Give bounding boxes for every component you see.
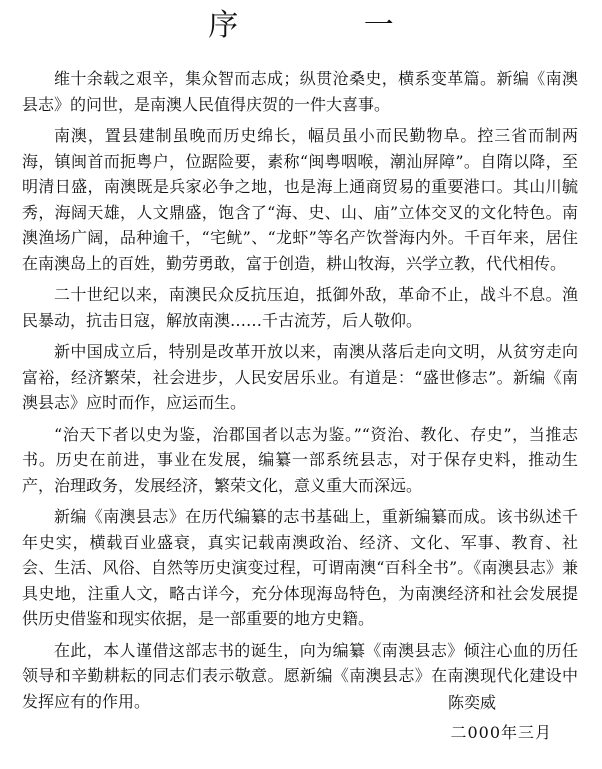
paragraph-2: 南澳，置县建制虽晚而历史绵长，幅员虽小而民勤物阜。控三省而制两海，镇闽首而扼粤户，位踞险要，素称“闽粤咽喉，潮汕屏障”。自隋以降，至明清日盛，南澳既是兵家必争之地，也是海上通商贸易的重要港口。其山川毓秀，海阔天雄，人文鼎盛，饱含了“海、史、山、庙”立体交叉的文化特色。南澳渔场广阔，品种逾千，“宅鱿”、“龙虾”等名产饮誉海内外。千百年来，居住在南澳岛上的百姓，勤劳勇敢，富于创造，耕山牧海，兴学立教，代代相传。 bbox=[22, 126, 578, 273]
paragraph-4: 新中国成立后，特别是改革开放以来，南澳从落后走向文明，从贫穷走向富裕，经济繁荣，社会进步，人民安居乐业。有道是：“盛世修志”。新编《南澳县志》应时而作，应运而生。 bbox=[22, 342, 578, 412]
paragraph-7: 在此，本人谨借这部志书的诞生，向为编纂《南澳县志》倾注心血的历任领导和辛勤耕耘的同志们表示敬意。愿新编《南澳县志》在南澳现代化建设中发挥应有的作用。 bbox=[22, 640, 578, 711]
signature-block bbox=[382, 688, 552, 748]
page-title: 序 一 bbox=[208, 8, 452, 43]
author-name: 陈奕威 bbox=[447, 693, 496, 712]
paragraph-3: 二十世纪以来，南澳民众反抗压迫，抵御外敌，革命不止，战斗不息。渔民暴动，抗击日寇，解放南澳……千古流芳，后人敬仰。 bbox=[22, 285, 578, 330]
paragraph-6: 新编《南澳县志》在历代编纂的志书基础上，重新编纂而成。该书纵述千年史实，横载百业盛衰，真实记载南澳政治、经济、文化、军事、教育、社会、生活、风俗、自然等历史演变过程，可谓南澳“百科全书”。《南澳县志》兼具史地，注重人文，略古详今，充分体现海岛特色，为南澳经济和社会发展提供历史借鉴和现实依据，是一部重要的地方史籍。 bbox=[22, 507, 578, 628]
paragraph-5: “治天下者以史为鉴，治郡国者以志为鉴。”“资治、教化、存史”，当推志书。历史在前进，事业在发展，编纂一部系统县志，对于保存史料，推动生产，治理政务，发展经济，繁荣文化，意义重大而深远。 bbox=[22, 424, 578, 495]
signature-date: 二000年三月 bbox=[450, 723, 552, 742]
preface-body bbox=[22, 66, 578, 720]
paragraph-1: 维十余载之艰辛，集众智而志成；纵贯沧桑史，横系变革篇。新编《南澳县志》的问世，是南澳人民值得庆贺的一件大喜事。 bbox=[22, 69, 578, 114]
